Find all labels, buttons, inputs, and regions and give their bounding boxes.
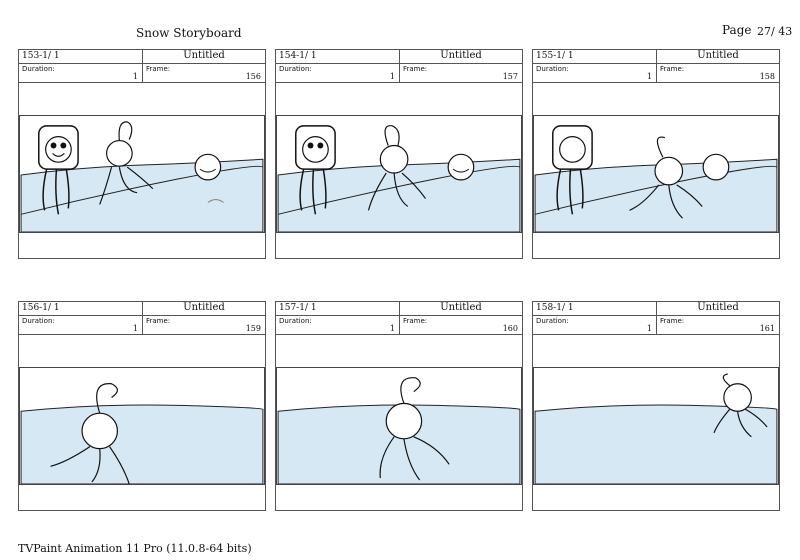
frame-value: 158 <box>759 72 775 81</box>
panel-title: Untitled <box>440 302 482 313</box>
scene-id: 158-1/ 1 <box>536 303 574 313</box>
duration-label: Duration: <box>279 65 312 73</box>
panel-drawing <box>533 367 779 485</box>
panel-title: Untitled <box>183 50 225 61</box>
duration-value: 1 <box>646 324 652 333</box>
frame-label: Frame: <box>146 317 171 325</box>
app-footer: TVPaint Animation 11 Pro (11.0.8-64 bits) <box>18 542 252 555</box>
duration-label: Duration: <box>536 317 569 325</box>
storyboard-panel[interactable] <box>18 49 266 259</box>
panel-drawing <box>19 367 265 485</box>
duration-value: 1 <box>389 72 395 81</box>
frame-label: Frame: <box>660 65 685 73</box>
panel-title: Untitled <box>183 302 225 313</box>
duration-label: Duration: <box>22 65 55 73</box>
storyboard-panel[interactable] <box>532 49 780 259</box>
duration-label: Duration: <box>22 317 55 325</box>
frame-value: 160 <box>502 324 518 333</box>
duration-label: Duration: <box>279 317 312 325</box>
storyboard-panel[interactable] <box>275 301 523 511</box>
duration-value: 1 <box>646 72 652 81</box>
frame-label: Frame: <box>146 65 171 73</box>
panel-drawing <box>276 115 522 233</box>
panel-drawing <box>533 115 779 233</box>
scene-id: 157-1/ 1 <box>279 303 317 313</box>
panel-title: Untitled <box>697 50 739 61</box>
page-label: Page <box>722 23 752 37</box>
storyboard-panel[interactable] <box>275 49 523 259</box>
storyboard-panel[interactable] <box>18 301 266 511</box>
frame-value: 161 <box>759 324 775 333</box>
panel-drawing <box>19 115 265 233</box>
frame-value: 159 <box>245 324 261 333</box>
frame-value: 157 <box>502 72 518 81</box>
page-number: 27/ 43 <box>757 25 793 38</box>
document-title: Snow Storyboard <box>136 26 242 40</box>
scene-id: 153-1/ 1 <box>22 51 60 61</box>
scene-id: 156-1/ 1 <box>22 303 60 313</box>
duration-value: 1 <box>132 324 138 333</box>
storyboard-panel[interactable] <box>532 301 780 511</box>
frame-value: 156 <box>245 72 261 81</box>
panel-title: Untitled <box>440 50 482 61</box>
frame-label: Frame: <box>403 65 428 73</box>
scene-id: 155-1/ 1 <box>536 51 574 61</box>
panel-title: Untitled <box>697 302 739 313</box>
panel-drawing <box>276 367 522 485</box>
frame-label: Frame: <box>660 317 685 325</box>
duration-value: 1 <box>132 72 138 81</box>
frame-label: Frame: <box>403 317 428 325</box>
duration-label: Duration: <box>536 65 569 73</box>
duration-value: 1 <box>389 324 395 333</box>
scene-id: 154-1/ 1 <box>279 51 317 61</box>
